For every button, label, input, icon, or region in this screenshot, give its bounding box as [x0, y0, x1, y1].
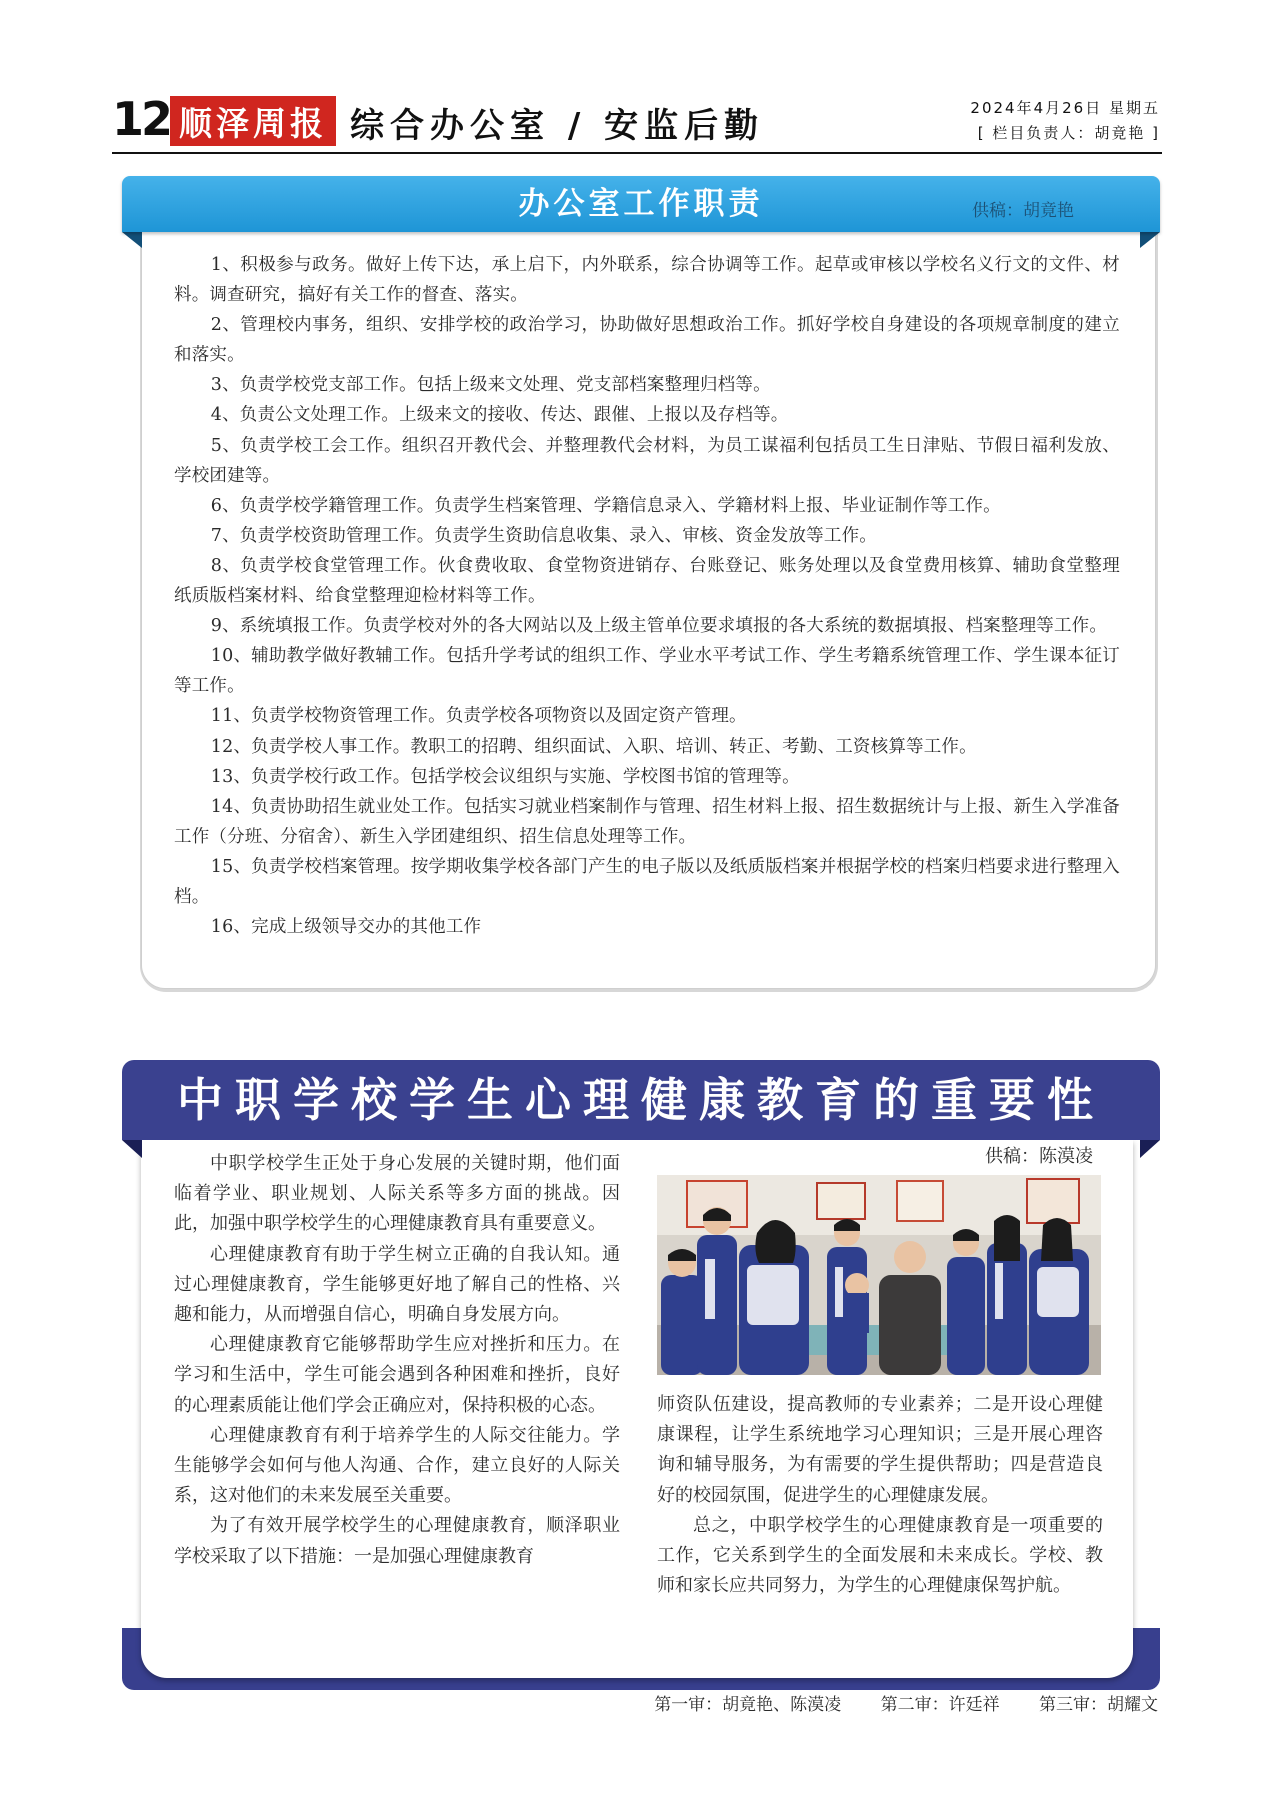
ribbon-fold-right	[1140, 1140, 1160, 1158]
masthead	[0, 0, 1280, 160]
duties-list	[174, 250, 1120, 942]
article-title: 中职学校学生心理健康教育的重要性	[177, 1073, 1105, 1127]
article-paragraph: 总之，中职学校学生的心理健康教育是一项重要的工作，它关系到学生的全面发展和未来成长。学校、教师和家长应共同努力，为学生的心理健康保驾护航。	[657, 1514, 1103, 1597]
classroom-photo	[657, 1175, 1101, 1375]
duty-item: 15、负责学校档案管理。按学期收集学校各部门产生的电子版以及纸质版档案并根据学校的档案归档要求进行整理入档。	[174, 856, 1120, 907]
duty-item: 14、负责协助招生就业处工作。包括实习就业档案制作与管理、招生材料上报、招生数据统计与上报、新生入学准备工作（分班、分宿舍）、新生入学团建组织、招生信息处理等工作。	[174, 796, 1120, 847]
article-column-right	[657, 1390, 1103, 1601]
duty-item: 3、负责学校党支部工作。包括上级来文处理、党支部档案整理归档等。	[210, 375, 771, 396]
article-paragraph: 心理健康教育有利于培养学生的人际交往能力。学生能够学会如何与他人沟通、合作，建立良好的人际关系，这对他们的未来发展至关重要。	[174, 1424, 620, 1507]
article-paragraph: 师资队伍建设，提高教师的专业素养；二是开设心理健康课程，让学生系统地学习心理知识；三是开展心理咨询和辅导服务，为有需要的学生提供帮助；四是营造良好的校园氛围，促进学生的心理健康发展。	[657, 1394, 1103, 1506]
ribbon-fold-left	[122, 232, 142, 248]
ribbon-fold-right	[1140, 232, 1160, 248]
issue-date: 2024年4月26日 星期五	[970, 99, 1160, 117]
article-credit: 供稿：陈漠凌	[985, 1146, 1093, 1167]
duties-credit: 供稿：胡竟艳	[972, 201, 1074, 221]
column-editor: [ 栏目负责人：胡竟艳 ]	[977, 124, 1160, 142]
first-review: 第一审：胡竟艳、陈漠凌	[654, 1695, 842, 1715]
page-number: 12	[112, 92, 171, 146]
duty-item: 16、完成上级领导交办的其他工作	[210, 917, 482, 938]
article-paragraph: 心理健康教育有助于学生树立正确的自我认知。通过心理健康教育，学生能够更好地了解自己的性格、兴趣和能力，从而增强自信心，明确自身发展方向。	[174, 1243, 620, 1326]
duty-item: 2、管理校内事务，组织、安排学校的政治学习，协助做好思想政治工作。抓好学校自身建设的各项规章制度的建立和落实。	[174, 315, 1120, 366]
students-teacher-illustration	[657, 1175, 1101, 1375]
newspaper-logo: 顺泽周报	[170, 96, 336, 146]
third-review: 第三审：胡耀文	[1039, 1695, 1158, 1715]
article-paragraph: 中职学校学生正处于身心发展的关键时期，他们面临着学业、职业规划、人际关系等多方面的挑战。因此，加强中职学校学生的心理健康教育具有重要意义。	[174, 1153, 620, 1235]
duty-item: 10、辅助教学做好教辅工作。包括升学考试的组织工作、学业水平考试工作、学生考籍系统管理工作、学生课本征订等工作。	[174, 646, 1120, 697]
article-column-left	[174, 1149, 620, 1572]
duty-item: 6、负责学校学籍管理工作。负责学生档案管理、学籍信息录入、学籍材料上报、毕业证制作等工作。	[210, 495, 1001, 516]
duty-item: 7、负责学校资助管理工作。负责学生资助信息收集、录入、审核、资金发放等工作。	[210, 525, 877, 546]
second-review: 第二审：许廷祥	[880, 1695, 1000, 1715]
duty-item: 13、负责学校行政工作。包括学校会议组织与实施、学校图书馆的管理等。	[210, 766, 800, 787]
duty-item: 11、负责学校物资管理工作。负责学校各项物资以及固定资产管理。	[210, 706, 747, 727]
duty-item: 4、负责公文处理工作。上级来文的接收、传达、跟催、上报以及存档等。	[210, 405, 789, 426]
section-title: 综合办公室 / 安监后勤	[350, 106, 765, 146]
duty-item: 8、负责学校食堂管理工作。伙食费收取、食堂物资进销存、台账登记、账务处理以及食堂费用核算、辅助食堂整理纸质版档案材料、给食堂整理迎检材料等工作。	[174, 555, 1120, 607]
review-footer	[620, 1690, 1158, 1715]
article-paragraph: 心理健康教育它能够帮助学生应对挫折和压力。在学习和生活中，学生可能会遇到各种困难和挫折，良好的心理素质能让他们学会正确应对，保持积极的心态。	[174, 1334, 620, 1416]
masthead-rule	[112, 152, 1162, 154]
ribbon-fold-left	[122, 1140, 142, 1158]
duty-item: 1、积极参与政务。做好上传下达，承上启下，内外联系，综合协调等工作。起草或审核以学校名义行文的文件、材料。调查研究，搞好有关工作的督查、落实。	[174, 255, 1120, 306]
duty-item: 9、系统填报工作。负责学校对外的各大网站以及上级主管单位要求填报的各大系统的数据填报、档案整理等工作。	[210, 616, 1108, 637]
duties-title: 办公室工作职责	[518, 186, 764, 222]
duty-item: 12、负责学校人事工作。教职工的招聘、组织面试、入职、培训、转正、考勤、工资核算等工作。	[210, 736, 977, 757]
article-paragraph: 为了有效开展学校学生的心理健康教育，顺泽职业学校采取了以下措施：一是加强心理健康教育	[174, 1515, 620, 1567]
duty-item: 5、负责学校工会工作。组织召开教代会、并整理教代会材料，为员工谋福利包括员工生日津贴、节假日福利发放、学校团建等。	[174, 435, 1120, 486]
